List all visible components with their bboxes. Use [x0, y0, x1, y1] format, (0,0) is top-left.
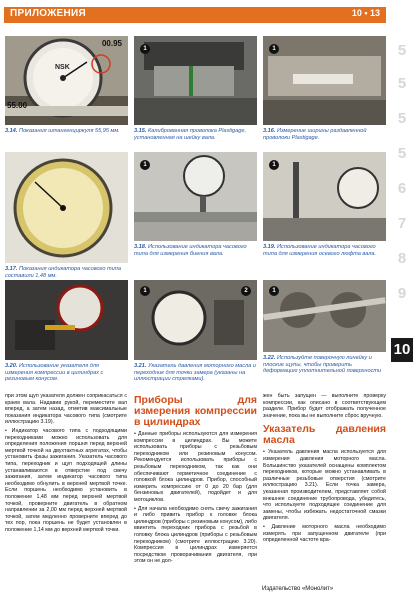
figure-caption [134, 363, 257, 383]
figure-3-17 [5, 152, 128, 279]
text-column-3 [263, 393, 386, 544]
figure-3-21 [134, 280, 257, 383]
body-paragraph: • Индикатор часового типа с подходящими переходниками можно использовать для определения положения поршня перед верхней мертвой точкой на двухтактных агрегатах, чтобы установить фазы зажигания. Указатель часового типа, переходник и щуп подходящей длины устанавливаются в отверстие под свечу зажигания, затем индикатор часового типа необходимо обнулить в верхней мертвой точке. Если поршень необходимо установить в положение 1,48 мм перед верхней мертвой точкой, проверните двигатель в обратном направлении за 2,00 мм перед верхней мертвой точкой, затем медленно проверните вперед до тех пор, пока поршень не будет установлен в положение 1,14 мм до верхней мертвой точки. [5, 427, 127, 533]
figure-text: Измерение ширины раздавленной проволоки Plastigage. [263, 128, 367, 141]
chapter-tab[interactable]: 5 [397, 42, 407, 59]
caliper-dial-photo [5, 36, 128, 125]
dial-indicator-photo [5, 152, 128, 263]
body-paragraph: жен быть запущен — выполните проверку компрессии, как описано в соответствующем разделе. Прибор будет отображать полученное значение, пока вы не выполните сброс вручную. [263, 393, 386, 419]
figure-number: 3.14. [5, 128, 18, 134]
figure-text: Указатель давления моторного масла и переходник для точки замера (указаны на иллюстрации стрелками). [134, 363, 256, 383]
figure-marker: 1 [140, 160, 150, 170]
figure-number: 3.15. [134, 128, 147, 134]
chapter-tab[interactable]: 8 [397, 250, 407, 267]
figure-3-16 [263, 36, 386, 141]
figure-number: 3.19. [263, 244, 276, 250]
figure-number: 3.21. [134, 363, 147, 369]
section-header [4, 7, 386, 23]
figure-text: Показания индикатора часового типа составили 1,48 мм. [5, 266, 121, 279]
plastigage-photo [134, 36, 257, 125]
figure-number: 3.18. [134, 244, 147, 250]
figure-3-18 [134, 152, 257, 257]
figure-caption [5, 266, 128, 279]
compression-gauge-photo [5, 280, 128, 360]
reading-top: 00.95 [101, 39, 122, 48]
chapter-tabs [391, 40, 413, 600]
figure-number: 3.22. [263, 355, 276, 361]
figure-text: Калиброванная проволока Plastigage, установленная на шейку вала. [134, 128, 247, 141]
body-paragraph: • Указатель давления масла используется для измерения давления моторного масла. Большинство указателей оснащены комплектом переходников, которые можно устанавливать в различные резьбовые отверстия (смотрите иллюстрацию 3.21). Если точка замера, указанная производителем, представляет собой внешнее соединение трубопровода, убедитесь, что используете подходящее соединение для замены, чтобы избежать недостаточной смазки двигателя. [263, 449, 386, 522]
dial-brand: NSK [55, 64, 70, 71]
figure-3-22 [263, 280, 386, 375]
chapter-tab-active[interactable]: 10 [391, 338, 413, 362]
straightedge-photo [263, 280, 386, 352]
section-title: ПРИЛОЖЕНИЯ [10, 8, 87, 19]
figure-number: 3.17. [5, 266, 18, 272]
chapter-tab[interactable]: 5 [397, 110, 407, 127]
figure-text: Использование указателя для измерения компрессии в цилиндрах с резиновым конусом. [5, 363, 104, 383]
publisher-footer: Издательство «Монолит» [262, 586, 334, 592]
figure-marker: 1 [269, 286, 279, 296]
figure-caption [263, 355, 386, 375]
figure-3-20 [5, 280, 128, 383]
chapter-tab[interactable]: 9 [397, 285, 407, 302]
body-paragraph: • Давление моторного масла необходимо измерять при запущенном двигателе (при определенной частоте вра- [263, 523, 386, 544]
figure-3-14 [5, 36, 128, 135]
figure-text: Использование индикатора часового типа для измерения осевого люфта вала. [263, 244, 377, 257]
figure-marker: 2 [241, 286, 251, 296]
figure-3-19 [263, 152, 386, 257]
section-heading: Указатель давления масла [263, 423, 386, 447]
page-number: 10 • 13 [351, 8, 380, 18]
figure-caption [263, 244, 386, 257]
figure-marker: 1 [269, 160, 279, 170]
chapter-tab[interactable]: 5 [397, 75, 407, 92]
figure-text: Показания штангенциркуля 55,95 мм. [19, 128, 120, 134]
body-paragraph: при этом щуп указателя должен соприкасаться с краем вала. Надавив рукой, переместите вал вперед, а затем назад, отметив максимальные показания индикатора часового типа (смотрите иллюстрацию 3.19). [5, 393, 127, 426]
figure-number: 3.16. [263, 128, 276, 134]
reading-bottom: 55.00 [7, 101, 28, 110]
chapter-tab[interactable]: 7 [397, 215, 407, 232]
figure-caption [5, 363, 128, 383]
body-paragraph: • Для начала необходимо снять свечу зажигания и либо привить прибор к головке блока цилиндров (приборы с резиновым конусом), либо ввинтить переходник прибора с резьбой в головку блока цилиндров (приборы с резьбовым переходником) (смотрите иллюстрацию 3.20). Компрессия в цилиндрах измеряется посредством проворачивания двигателя, при этом он не дол- [134, 505, 257, 565]
axial-play-photo [263, 152, 386, 241]
figure-marker: 1 [140, 44, 150, 54]
text-column-2 [134, 393, 257, 565]
figure-text: Использование индикатора часового типа для измерения биения вала. [134, 244, 247, 257]
figure-marker: 1 [140, 286, 150, 296]
chapter-tab[interactable]: 5 [397, 145, 407, 162]
figure-caption [134, 244, 257, 257]
shaft-runout-photo [134, 152, 257, 241]
chapter-tab[interactable]: 6 [397, 180, 407, 197]
plastigage-width-photo [263, 36, 386, 125]
figure-3-15 [134, 36, 257, 141]
figure-text: Используйте поверочную линейку и плоские щупы, чтобы проверить деформацию уплотнительной поверхности [263, 355, 382, 375]
figure-caption [134, 128, 257, 141]
text-column-1 [5, 393, 127, 533]
section-heading: Приборы для измерения компрессии в цилиндрах [134, 394, 257, 428]
oil-pressure-gauge-photo [134, 280, 257, 360]
body-paragraph: • Данные приборы используются для измерения компрессии в цилиндрах. Вы можете использовать приборы с резьбовым переходником или резиновым конусом. Рекомендуется использовать приборы с резьбовым переходником, так как они обеспечивают герметичное соединение с головкой блока цилиндров. Прибор, способный измерить компрессию от 0 до 20 бар (для бензиновых двигателей), подойдет и для мотоциклов. [134, 431, 257, 503]
figure-number: 3.20. [5, 363, 18, 369]
figure-marker: 1 [269, 44, 279, 54]
figure-caption [5, 128, 128, 135]
figure-caption [263, 128, 386, 141]
